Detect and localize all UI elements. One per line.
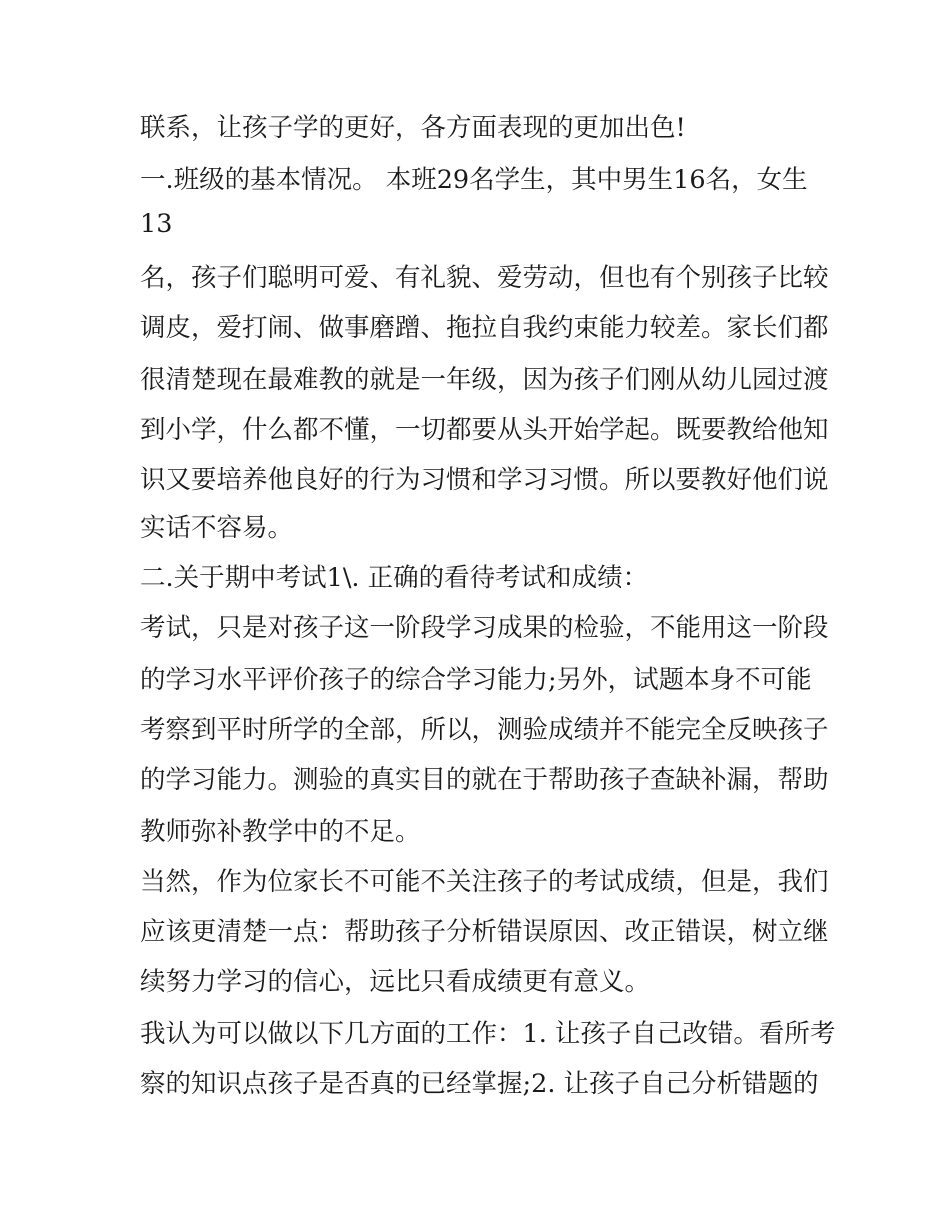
- text-line: 调皮，爱打闹、做事磨蹭、拖拉自我约束能力较差。家长们都: [140, 313, 829, 343]
- text-line: 考试，只是对孩子这一阶段学习成果的检验，不能用这一阶段: [140, 613, 829, 643]
- text-line: 名，孩子们聪明可爱、有礼貌、爱劳动，但也有个别孩子比较: [140, 263, 829, 293]
- text-line: 联系，让孩子学的更好，各方面表现的更加出色!: [140, 113, 686, 143]
- text-line: 的学习水平评价孩子的综合学习能力;另外，试题本身不可能: [140, 665, 812, 695]
- text-line: 到小学，什么都不懂，一切都要从头开始学起。既要教给他知: [140, 415, 829, 445]
- text-line: 识又要培养他良好的行为习惯和学习习惯。所以要教好他们说: [140, 465, 829, 495]
- text-line: 续努力学习的信心，远比只看成绩更有意义。: [140, 967, 651, 997]
- section-heading-class-info: 一.班级的基本情况。 本班29名学生，其中男生16名，女生: [140, 165, 808, 195]
- section-heading-midterm: 二.关于期中考试1\. 正确的看待考试和成绩：: [140, 563, 649, 593]
- text-line: 考察到平时所学的全部，所以，测验成绩并不能完全反映孩子: [140, 715, 829, 745]
- text-line: 的学习能力。测验的真实目的就在于帮助孩子查缺补漏，帮助: [140, 765, 829, 795]
- text-line: 我认为可以做以下几方面的工作：1. 让孩子自己改错。看所考: [140, 1019, 836, 1049]
- text-line: 应该更清楚一点：帮助孩子分析错误原因、改正错误，树立继: [140, 917, 829, 947]
- text-line: 当然，作为位家长不可能不关注孩子的考试成绩，但是，我们: [140, 867, 829, 897]
- text-line: 实话不容易。: [140, 513, 294, 543]
- text-line: 13: [140, 209, 173, 239]
- text-line: 教师弥补教学中的不足。: [140, 817, 421, 847]
- text-line: 察的知识点孩子是否真的已经掌握;2. 让孩子自己分析错题的: [140, 1069, 819, 1099]
- text-line: 很清楚现在最难教的就是一年级，因为孩子们刚从幼儿园过渡: [140, 365, 829, 395]
